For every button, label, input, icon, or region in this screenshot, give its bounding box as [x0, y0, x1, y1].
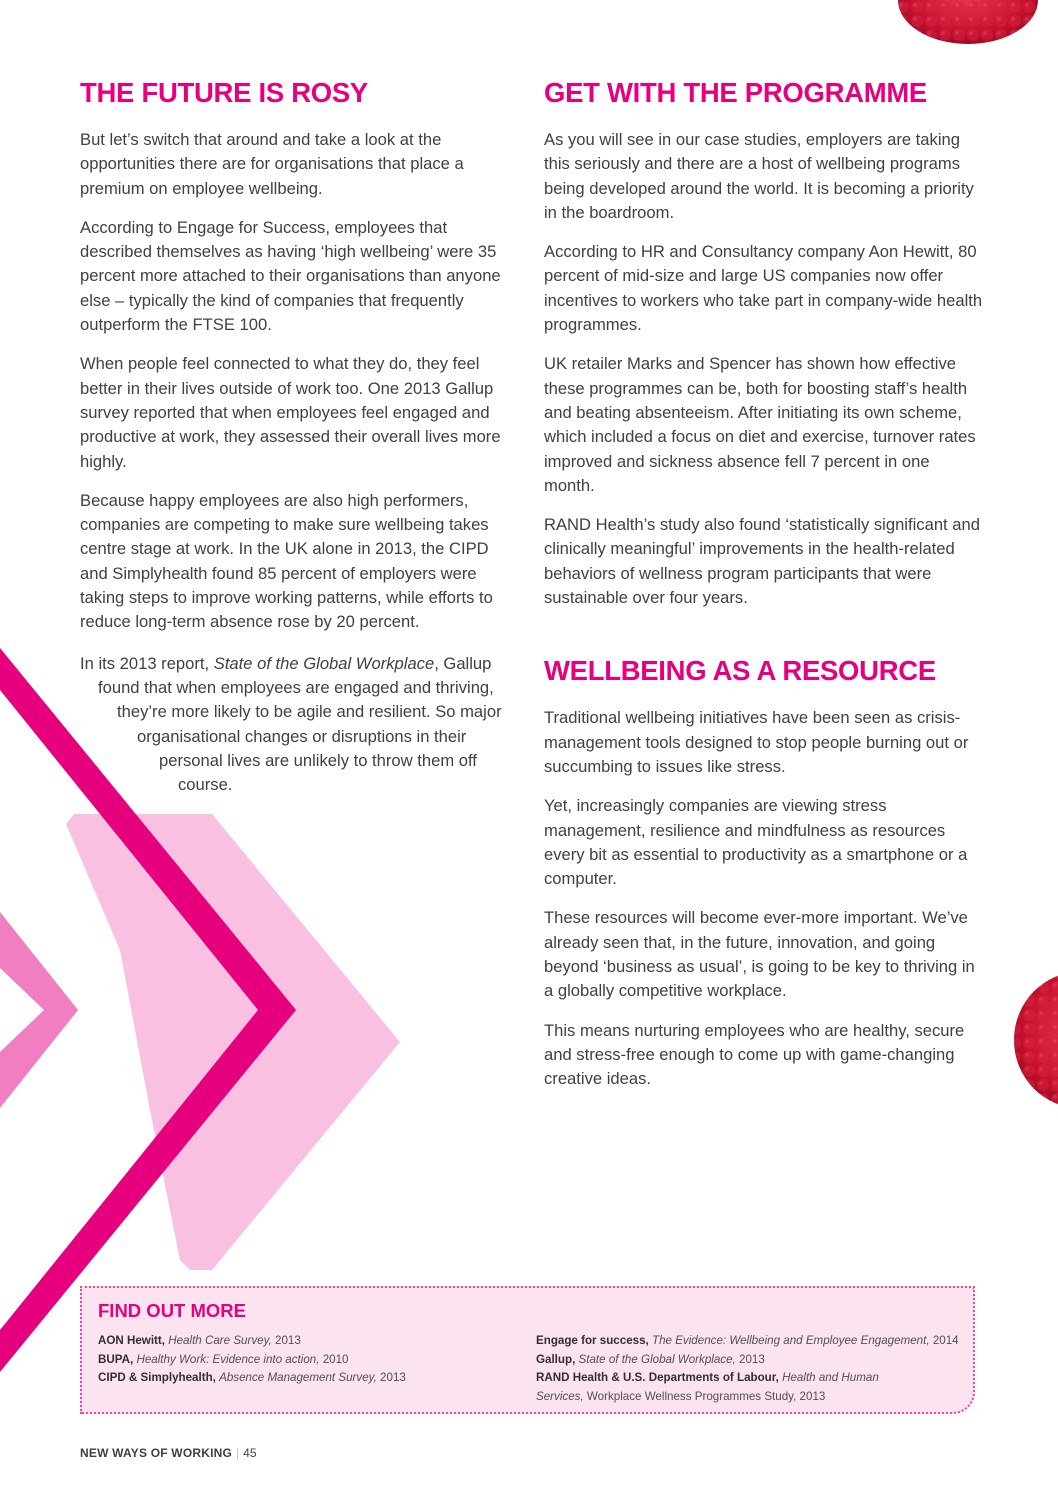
- paragraph: As you will see in our case studies, employers are taking this seriously and there are a host of wellbeing programs being developed around the world. It is becoming a priority in the boardroom.: [544, 130, 974, 222]
- reference-item: [98, 1369, 518, 1388]
- reference-source: Engage for success,: [536, 1334, 649, 1347]
- paragraph: RAND Health’s study also found ‘statistically significant and clinically meaningful’ improvements in the health-related behaviors of wellness program participants that were sustainable over four years.: [544, 515, 980, 608]
- reference-year: 2013: [275, 1334, 301, 1347]
- gallup-line-2: found that when employees are engaged and thriving,: [98, 677, 494, 697]
- reference-year: 2013: [739, 1352, 765, 1366]
- references-left: [98, 1332, 518, 1388]
- reference-source: CIPD & Simplyhealth,: [98, 1371, 216, 1384]
- reference-year: 2014: [932, 1334, 959, 1347]
- mid-pink-chevron: [0, 912, 78, 1108]
- paragraph: Traditional wellbeing initiatives have been seen as crisis-management tools designed to stop people burning out or succumbing to issues like stress.: [544, 708, 969, 776]
- reference-item: [536, 1332, 966, 1351]
- reference-title: State of the Global Workplace,: [578, 1352, 736, 1366]
- find-out-more-title: FIND OUT MORE: [98, 1300, 246, 1321]
- raspberry-top-icon: [898, 0, 1038, 44]
- gallup-line-1-pre: In its 2013 report,: [80, 653, 214, 673]
- paragraph: According to Engage for Success, employees that described themselves as having ‘high wellbeing’ were 35 percent more attached to their organisations than anyone else – typically the kind of companies that frequently outperform the FTSE 100.: [80, 217, 501, 335]
- heading-wellbeing-as-a-resource: WELLBEING AS A RESOURCE: [544, 655, 936, 687]
- paragraph: When people feel connected to what they do, they feel better in their lives outside of work too. One 2013 Gallup survey reported that when employees feel engaged and productive at work, they assessed their overall lives more highly.: [80, 354, 501, 471]
- paragraph: Yet, increasingly companies are viewing stress management, resilience and mindfulness as resources every bit as essential to productivity as a smartphone or a computer.: [544, 796, 968, 889]
- reference-year: Workplace Wellness Programmes Study, 2013: [586, 1389, 826, 1403]
- paragraph: These resources will become ever-more important. We’ve already seen that, in the future, innovation, and going beyond ‘business as usual’, is going to be key to thriving in a globally competitive workplace.: [544, 908, 975, 1001]
- gallup-paragraph: [80, 652, 520, 798]
- raspberry-side-icon: [1014, 972, 1058, 1108]
- gallup-line-1-post: , Gallup: [434, 653, 492, 673]
- reference-source: Gallup,: [536, 1352, 576, 1366]
- footer-separator: |: [236, 1446, 240, 1460]
- reference-source: BUPA,: [98, 1352, 134, 1366]
- page-footer: [80, 1446, 257, 1460]
- references-right: [536, 1332, 966, 1406]
- find-out-more-box: [80, 1286, 975, 1414]
- heading-get-with-the-programme: GET WITH THE PROGRAMME: [544, 77, 927, 108]
- reference-item: [536, 1351, 966, 1370]
- gallup-line-3: they’re more likely to be agile and resilient. So major: [117, 702, 502, 722]
- reference-source: RAND Health & U.S. Departments of Labour,: [536, 1371, 779, 1384]
- heading-future-is-rosy: THE FUTURE IS ROSY: [80, 77, 368, 108]
- paragraph: Because happy employees are also high performers, companies are competing to make sure wellbeing takes centre stage at work. In the UK alone in 2013, the CIPD and Simplyhealth found 85 percent of employers were taking steps to improve working patterns, while efforts to reduce long-term absence rose by 20 percent.: [80, 490, 493, 632]
- reference-item: [98, 1351, 518, 1370]
- right-column: [544, 76, 984, 1107]
- paragraph: But let’s switch that around and take a look at the opportunities there are for organisations that place a premium on employee wellbeing.: [80, 130, 464, 198]
- paragraph: UK retailer Marks and Spencer has shown how effective these programmes can be, both for boosting staff’s health and beating absenteeism. After initiating its own scheme, which included a focus on diet and exercise, turnover rates improved and sickness absence fell 7 percent in one month.: [544, 354, 976, 495]
- reference-title: Health and Human Services,: [536, 1371, 879, 1403]
- page-number: 45: [243, 1446, 257, 1460]
- gallup-line-4: organisational changes or disruptions in their: [137, 726, 467, 746]
- reference-title: Healthy Work: Evidence into action,: [136, 1352, 320, 1366]
- gallup-line-6: course.: [178, 775, 233, 795]
- gallup-report-title: State of the Global Workplace: [213, 653, 435, 673]
- reference-year: 2010: [322, 1352, 349, 1366]
- left-column: [80, 76, 520, 812]
- reference-title: Health Care Survey,: [168, 1334, 272, 1347]
- reference-year: 2013: [380, 1371, 406, 1384]
- paragraph: This means nurturing employees who are healthy, secure and stress-free enough to come up with game-changing creative ideas.: [544, 1020, 965, 1089]
- footer-section-title: NEW WAYS OF WORKING: [80, 1446, 233, 1460]
- reference-item: [536, 1369, 896, 1406]
- paragraph: According to HR and Consultancy company Aon Hewitt, 80 percent of mid-size and large US companies now offer incentives to workers who take part in company-wide health programmes.: [544, 242, 983, 335]
- gallup-line-5: personal lives are unlikely to throw them off: [159, 750, 477, 770]
- reference-item: [98, 1332, 518, 1351]
- reference-title: Absence Management Survey,: [219, 1371, 377, 1384]
- reference-title: The Evidence: Wellbeing and Employee Engagement,: [652, 1334, 930, 1347]
- reference-source: AON Hewitt,: [98, 1334, 165, 1347]
